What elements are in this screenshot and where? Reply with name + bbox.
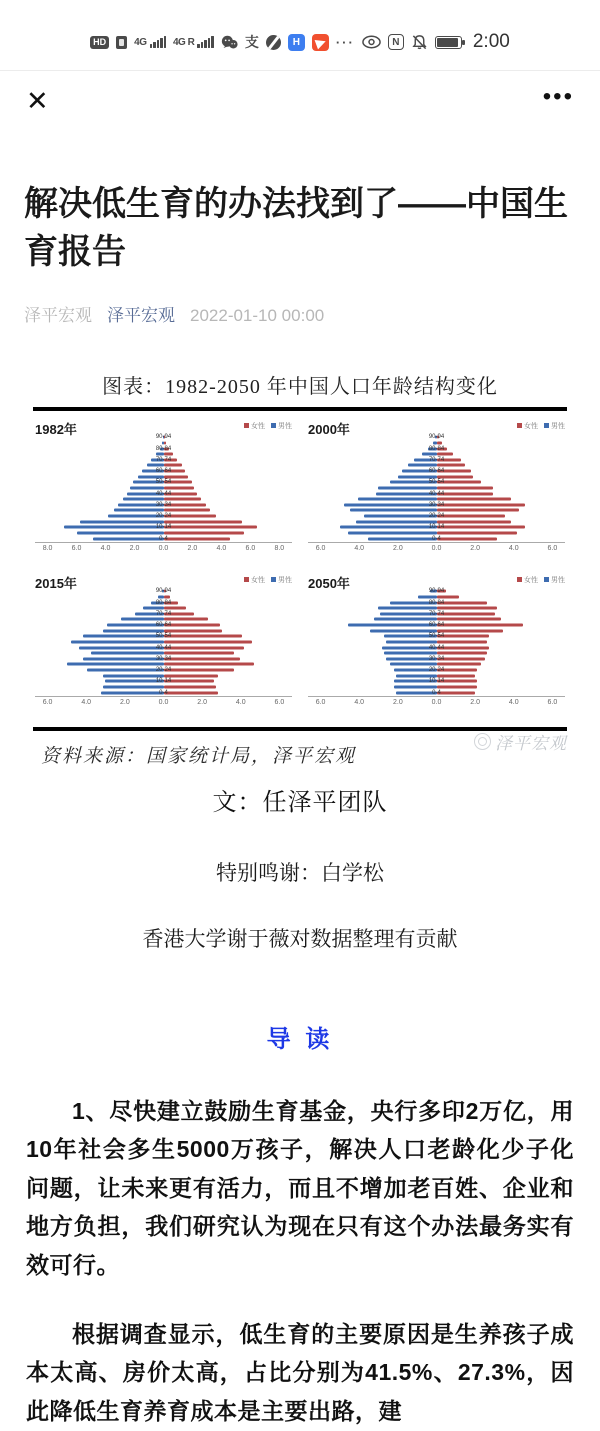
bar-male [103,674,163,677]
bar-male [422,453,436,456]
bar-male [376,492,436,495]
pyramid-plot [308,435,565,543]
bar-male [408,464,436,467]
bar-male [80,520,163,523]
age-group-label: 0-4 [159,689,168,696]
x-tick-label: 2.0 [129,544,140,552]
pyramid-2000 [308,419,565,567]
signal-2-icon [173,36,214,48]
bar-male [390,663,436,666]
bar-female [164,595,170,598]
bar-male [138,475,164,478]
pyramid-legend [244,419,292,431]
age-group-label: 80-84 [155,599,172,606]
age-group-label: 70-74 [155,456,172,463]
pyramid-row [35,690,292,696]
age-group-label: 40-44 [155,644,172,651]
bar-male [83,657,164,660]
age-group-label: 50-54 [428,479,445,486]
app-icon-blue: H [288,34,305,51]
x-tick-label: 0.0 [431,698,442,706]
bar-female [437,526,526,529]
watermark [474,729,567,754]
legend-male: 男性 [271,421,292,431]
age-group-label: 20-24 [428,513,445,520]
bar-female [437,691,475,694]
x-tick-label: 2.0 [392,544,403,552]
x-tick-label: 2.0 [197,698,207,706]
bar-male [418,595,436,598]
bar-male [344,503,437,506]
bar-female [437,629,503,632]
alipay-icon: 支 [244,34,259,50]
bar-female [437,663,481,666]
bar-female [164,640,253,643]
x-tick-label: 6.0 [71,544,82,552]
bar-female [164,526,258,529]
bar-male [147,464,164,467]
bar-male [156,453,164,456]
bar-male [384,652,436,655]
pyramid-2050 [308,573,565,721]
pyramid-row [308,690,565,696]
status-bar [0,0,600,70]
battery-icon [435,36,462,49]
x-tick-label: 0.0 [431,544,442,552]
legend-male: 男性 [544,575,565,585]
bar-male [87,669,164,672]
x-tick-label: 6.0 [245,544,256,552]
pyramid-legend [517,573,565,585]
bar-male [378,607,436,610]
clock-time: 2:00 [472,31,510,52]
age-group-label: 10-14 [155,524,172,531]
bar-female [437,674,475,677]
age-group-label: 20-24 [155,667,172,674]
age-group-label: 50-54 [155,479,172,486]
bar-male [364,515,436,518]
bar-male [79,646,164,649]
age-group-label: 90-94 [155,588,172,595]
pyramid-year-label: 2000年 [308,421,350,437]
bar-male [350,509,437,512]
bar-male [123,498,164,501]
bar-female [437,640,487,643]
pyramid-plot [35,589,292,697]
credit-thanks: 特别鸣谢：白学松 [216,861,384,885]
pyramid-row [35,536,292,542]
bar-female [164,464,182,467]
author-link[interactable]: 泽平宏观 [107,305,175,325]
bar-male [396,674,436,677]
bar-male [103,685,163,688]
pyramid-legend [244,573,292,585]
age-group-label: 70-74 [428,456,445,463]
bar-female [164,646,245,649]
age-group-label: 70-74 [428,610,445,617]
bar-male [348,624,437,627]
bar-female [437,515,505,518]
age-group-label: 10-14 [428,678,445,685]
bar-female [437,509,520,512]
status-bar-left [90,34,355,51]
bar-male [340,526,437,529]
age-group-label: 0-4 [432,689,441,696]
app-icon-orange [312,34,329,51]
bar-male [93,537,164,540]
bar-female [164,618,208,621]
x-tick-label: 6.0 [42,698,53,706]
bar-female [164,498,202,501]
x-tick-label: 4.0 [508,544,519,552]
bar-female [164,685,216,688]
publish-date: 2022-01-10 00:00 [190,305,325,325]
age-group-label: 90-94 [428,588,445,595]
bar-female [164,624,220,627]
legend-female: 女性 [517,421,538,431]
legend-female: 女性 [244,421,265,431]
bar-female [437,607,497,610]
bar-male [114,509,164,512]
legend-female: 女性 [517,575,538,585]
pyramid-x-axis [43,545,285,552]
age-group-label: 90-94 [155,434,172,441]
age-group-label: 30-34 [428,501,445,508]
bar-female [437,595,459,598]
pyramid-1982 [35,419,292,567]
pyramid-legend [517,419,565,431]
bar-male [396,691,436,694]
bar-male [77,531,163,534]
watermark-logo-icon [474,733,491,750]
credit-contrib: 香港大学谢于薇对数据整理有贡献 [142,927,458,951]
x-tick-label: 2.0 [119,698,130,706]
bar-male [103,629,163,632]
notification-overflow-icon: ··· [335,34,355,50]
age-group-label: 50-54 [155,633,172,640]
bar-male [130,486,163,489]
age-group-label: 40-44 [155,490,172,497]
nfc-icon: N [388,34,404,50]
x-tick-label: 8.0 [274,544,285,552]
bar-female [437,537,497,540]
hd-voice-icon: HD [90,36,109,49]
network-type-2-label: 4G R [173,37,195,48]
bar-male [374,618,436,621]
bar-male [91,652,163,655]
chart-source: 资料来源：国家统计局，泽平宏观 [41,745,357,767]
bar-female [437,453,453,456]
bar-female [437,520,511,523]
byline [0,301,600,326]
age-group-label: 30-34 [155,501,172,508]
bar-female [437,624,524,627]
bar-male [386,640,436,643]
bar-female [164,520,243,523]
pyramid-year-label: 1982年 [35,421,77,437]
x-tick-label: 2.0 [392,698,403,706]
pyramid-x-axis [316,545,558,552]
pyramid-plot [308,589,565,697]
bar-male [370,629,436,632]
x-tick-label: 6.0 [315,544,326,552]
bar-female [164,663,255,666]
age-group-label: 30-34 [428,655,445,662]
bar-female [164,607,186,610]
bar-female [437,464,465,467]
bar-female [164,441,166,444]
age-group-label: 40-44 [428,490,445,497]
pyramid-x-axis [43,699,285,706]
legend-female: 女性 [244,575,265,585]
bar-female [437,498,511,501]
bar-female [437,475,473,478]
x-tick-label: 4.0 [100,544,111,552]
bar-male [64,526,164,529]
age-group-label: 70-74 [155,610,172,617]
legend-male: 男性 [271,575,292,585]
age-group-label: 20-24 [155,513,172,520]
x-tick-label: 4.0 [81,698,92,706]
x-tick-label: 2.0 [470,544,480,552]
bar-female [437,441,442,444]
pyramid-row [308,536,565,542]
x-tick-label: 4.0 [508,698,519,706]
bar-male [378,486,436,489]
age-group-label: 60-64 [155,622,172,629]
signal-1-icon [134,36,166,48]
paragraph-2: 根据调查显示，低生育的主要原因是生养孩子成本太高、房价太高，占比分别为41.5%、27.3%，因此降低生育养育成本是主要出路，建 [26,1320,574,1424]
mute-bell-icon [411,34,428,51]
age-group-label: 60-64 [428,622,445,629]
bar-female [164,531,244,534]
eye-comfort-icon [362,35,381,49]
bar-female [164,652,234,655]
bar-male [71,640,164,643]
age-group-label: 10-14 [155,678,172,685]
age-group-label: 10-14 [428,524,445,531]
pyramid-x-axis [316,699,558,706]
bar-male [358,498,437,501]
bar-female [437,618,501,621]
bar-female [437,531,518,534]
bar-male [356,520,437,523]
more-menu-icon[interactable]: ••• [542,82,574,110]
paragraph-1: 1、尽快建立鼓励生育基金，央行多印2万亿，用10年社会多生5000万孩子，解决人口老龄化少子化问题，让未来更有活力，而且不增加老百姓、企业和地方负担，我们研究认为现在只有这个办法最务实有效可行。 [26,1097,574,1279]
x-tick-label: 6.0 [274,698,285,706]
age-group-label: 20-24 [428,667,445,674]
article-title: 解决低生育的办法找到了——中国生育报告 [24,185,568,272]
bar-female [164,674,218,677]
x-tick-label: 0.0 [158,698,169,706]
webview-nav-bar [0,70,600,132]
bar-male [394,685,436,688]
sim-badge-icon [116,36,127,49]
bar-female [437,685,477,688]
bar-female [164,453,173,456]
pyramid-year-label: 2050年 [308,575,350,591]
network-type-label: 4G [134,37,147,48]
bar-male [83,635,164,638]
wechat-icon [221,35,238,50]
bar-female [164,537,230,540]
age-group-label: 80-84 [428,599,445,606]
age-group-label: 40-44 [428,644,445,651]
bar-male [398,475,436,478]
x-tick-label: 2.0 [187,544,198,552]
bar-male [121,618,163,621]
age-group-label: 60-64 [428,468,445,475]
pyramid-grid [33,411,567,727]
x-tick-label: 2.0 [470,698,480,706]
account-name[interactable]: 泽平宏观 [24,305,92,325]
bar-male [67,663,164,666]
circle-app-icon [266,35,281,50]
watermark-text: 泽平宏观 [495,733,567,753]
x-tick-label: 6.0 [547,698,558,706]
x-tick-label: 6.0 [547,544,558,552]
bar-male [368,537,436,540]
age-group-label: 60-64 [155,468,172,475]
chart-title: 图表：1982-2050 年中国人口年龄结构变化 [102,375,498,398]
x-tick-label: 4.0 [235,698,246,706]
bar-male [348,531,437,534]
bar-female [164,657,241,660]
bar-female [437,635,489,638]
bar-female [164,635,243,638]
x-tick-label: 8.0 [42,544,53,552]
bar-female [164,475,188,478]
pyramid-2015 [35,573,292,721]
bar-female [437,492,493,495]
bar-male [105,680,163,683]
x-tick-label: 6.0 [315,698,326,706]
bar-female [164,486,194,489]
x-tick-label: 4.0 [216,544,227,552]
bar-female [164,509,211,512]
bar-male [143,607,163,610]
pyramid-year-label: 2015年 [35,575,77,591]
age-group-label: 90-94 [428,434,445,441]
credit-author-team: 文：任泽平团队 [212,788,388,816]
pyramid-plot [35,435,292,543]
population-pyramid-figure [0,370,600,768]
close-icon[interactable]: ✕ [26,86,49,116]
bar-female [164,629,222,632]
legend-male: 男性 [544,421,565,431]
article-body [0,1092,600,1431]
age-group-label: 0-4 [159,535,168,542]
bar-female [437,646,489,649]
bar-female [437,612,495,615]
age-group-label: 30-34 [155,655,172,662]
age-group-label: 80-84 [428,445,445,452]
x-tick-label: 4.0 [354,698,365,706]
bar-male [101,691,163,694]
bar-female [437,652,487,655]
bar-female [164,669,234,672]
section-heading-daodu: 导 读 [266,1025,334,1053]
age-group-label: 0-4 [432,535,441,542]
x-tick-label: 0.0 [158,544,169,552]
bar-female [437,503,526,506]
status-bar-right [362,31,510,53]
bar-female [437,486,493,489]
x-tick-label: 4.0 [354,544,365,552]
age-group-label: 80-84 [155,445,172,452]
age-group-label: 50-54 [428,633,445,640]
bar-female [164,691,218,694]
bar-female [164,515,217,518]
